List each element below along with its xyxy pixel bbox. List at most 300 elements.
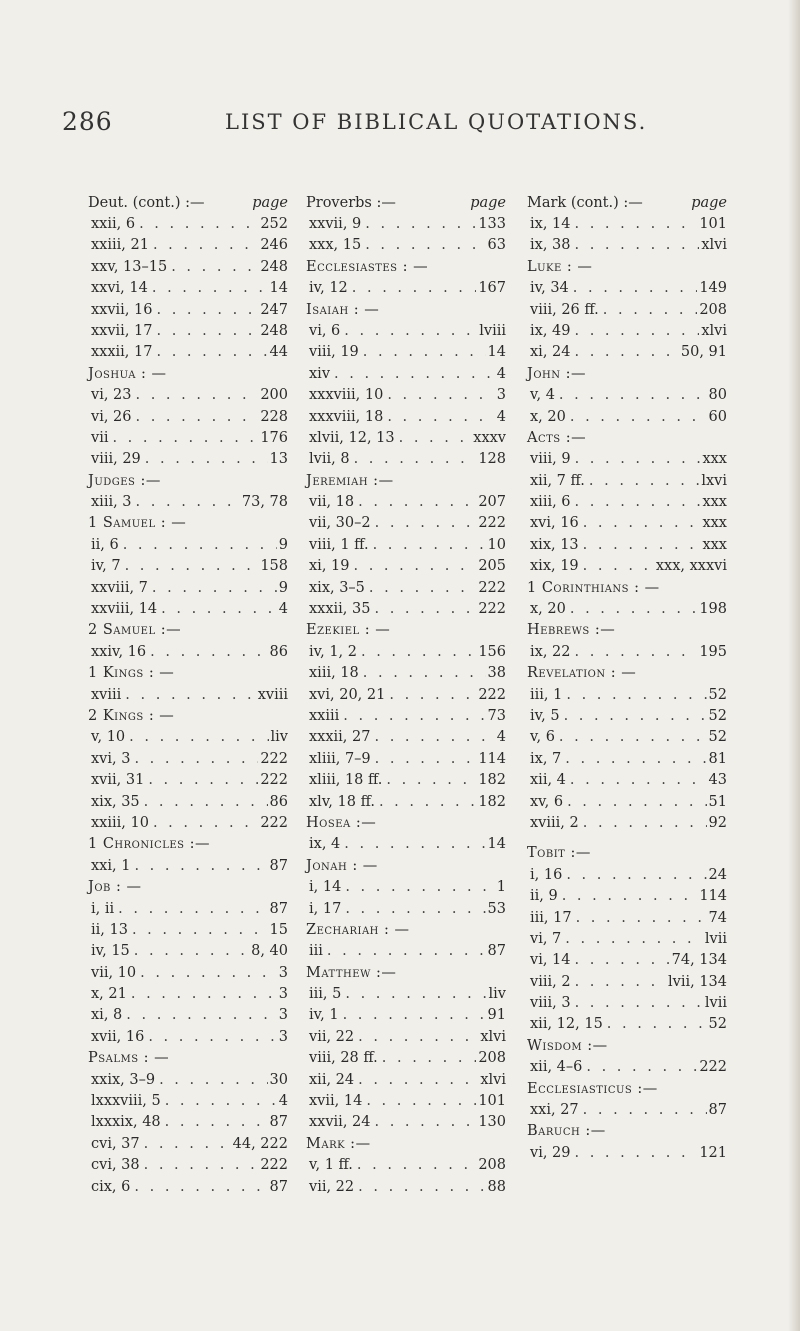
dot-leader xyxy=(566,407,707,428)
page-reference: 222 xyxy=(260,1157,288,1174)
page-reference: 133 xyxy=(478,216,506,232)
dot-leader xyxy=(161,1112,268,1133)
page-reference: 74, 134 xyxy=(671,952,727,969)
verse-reference: xlvii, 12, 13 xyxy=(309,429,395,446)
verse-reference: xxxviii, 10 xyxy=(309,387,384,404)
book-heading: Zechariah : — xyxy=(306,921,410,938)
verse-reference: xxxviii, 18 xyxy=(309,408,384,425)
book-heading: 1 Corinthians : — xyxy=(527,579,660,596)
index-entry xyxy=(306,685,506,706)
index-entry xyxy=(88,321,288,342)
dot-leader xyxy=(555,727,707,748)
verse-reference: iv, 12 xyxy=(309,280,348,297)
verse-reference: xiii, 3 xyxy=(91,494,132,511)
verse-reference: x, 21 xyxy=(91,986,127,1003)
verse-reference: xiii, 18 xyxy=(309,665,359,682)
dot-leader xyxy=(149,813,258,834)
dot-leader xyxy=(349,556,476,577)
dot-leader xyxy=(361,214,476,235)
index-entry xyxy=(527,1143,727,1164)
page-reference: 248 xyxy=(260,258,288,275)
dot-leader xyxy=(362,1091,476,1112)
dot-leader xyxy=(128,920,268,941)
page-reference: lvii, 134 xyxy=(668,973,727,990)
dot-leader xyxy=(132,407,259,428)
index-entry xyxy=(88,578,288,599)
page-reference: 87 xyxy=(269,900,288,917)
verse-reference: xxiii, 21 xyxy=(91,237,149,254)
index-entry xyxy=(527,749,727,770)
index-entry xyxy=(88,749,288,770)
page-reference: 228 xyxy=(260,408,288,425)
dot-leader xyxy=(599,300,698,321)
page-reference: 222 xyxy=(699,1059,727,1076)
verse-reference: xi, 19 xyxy=(309,558,350,575)
index-entry xyxy=(306,1112,506,1133)
page-reference: 222 xyxy=(260,814,288,831)
index-entry xyxy=(88,941,288,962)
page-reference: lviii xyxy=(479,322,506,339)
verse-reference: xvii, 31 xyxy=(91,772,145,789)
page-reference: 80 xyxy=(708,387,727,404)
verse-reference: xxvi, 14 xyxy=(91,280,148,297)
verse-reference: vii, 22 xyxy=(309,1178,355,1195)
verse-reference: vi, 29 xyxy=(530,1144,571,1161)
dot-leader xyxy=(350,449,477,470)
dot-leader xyxy=(148,578,277,599)
page-reference: 73, 78 xyxy=(241,494,288,511)
index-entry xyxy=(88,727,288,748)
page-reference: 195 xyxy=(699,643,727,660)
index-entry xyxy=(88,535,288,556)
page-reference: 14 xyxy=(487,836,506,853)
index-entry xyxy=(88,1005,288,1026)
dot-leader xyxy=(572,908,707,929)
verse-reference: xi, 8 xyxy=(91,1007,123,1024)
index-entry xyxy=(527,908,727,929)
dot-leader xyxy=(582,1057,697,1078)
dot-leader xyxy=(341,984,486,1005)
verse-reference: ix, 14 xyxy=(530,216,571,232)
index-entry xyxy=(306,407,506,428)
index-entry xyxy=(527,492,727,513)
verse-reference: iv, 5 xyxy=(530,707,560,724)
verse-reference: iii, 1 xyxy=(530,686,563,703)
page-reference: xlvi xyxy=(701,322,727,339)
verse-reference: cix, 6 xyxy=(91,1178,131,1195)
index-entry xyxy=(88,1177,288,1198)
dot-leader xyxy=(141,449,268,470)
index-entry xyxy=(306,556,506,577)
index-entry xyxy=(527,727,727,748)
index-entry xyxy=(88,984,288,1005)
dot-leader xyxy=(354,1027,478,1048)
verse-reference: x, 20 xyxy=(530,408,566,425)
dot-leader xyxy=(144,770,258,791)
verse-reference: xxx, 15 xyxy=(309,237,362,254)
verse-reference: vi, 14 xyxy=(530,952,571,969)
page-reference: liv xyxy=(270,729,288,746)
dot-leader xyxy=(132,385,259,406)
index-entry xyxy=(88,492,288,513)
verse-reference: xiii, 6 xyxy=(530,494,571,511)
page-edge-shadow xyxy=(788,0,800,1331)
page-reference: 4 xyxy=(496,408,506,425)
verse-reference: xliii, 18 ff. xyxy=(309,772,383,789)
verse-reference: xii, 24 xyxy=(309,1071,355,1088)
index-entry xyxy=(88,599,288,620)
page-reference: xxx xyxy=(702,451,727,468)
book-heading: Proverbs :— xyxy=(306,195,396,211)
verse-reference: xxvii, 17 xyxy=(91,322,153,339)
page-reference: 114 xyxy=(699,888,727,905)
page-reference: 14 xyxy=(269,280,288,297)
dot-leader xyxy=(136,963,277,984)
verse-reference: iv, 34 xyxy=(530,280,569,297)
verse-reference: vi, 7 xyxy=(530,930,562,947)
page-reference: 74 xyxy=(708,909,727,926)
dot-leader xyxy=(570,214,697,235)
dot-leader xyxy=(561,749,706,770)
verse-reference: xxxii, 27 xyxy=(309,729,371,746)
verse-reference: viii, 19 xyxy=(309,344,359,361)
index-entry xyxy=(306,792,506,813)
index-entry xyxy=(306,1005,506,1026)
page-reference: 86 xyxy=(269,643,288,660)
index-entry xyxy=(527,886,727,907)
page-reference: 9 xyxy=(278,536,288,553)
index-entry xyxy=(88,385,288,406)
page-reference: 86 xyxy=(269,793,288,810)
index-entry xyxy=(527,1057,727,1078)
verse-reference: ix, 49 xyxy=(530,322,571,339)
page-reference: 222 xyxy=(478,579,506,596)
verse-reference: v, 1 ff. xyxy=(309,1157,353,1174)
verse-reference: iv, 7 xyxy=(91,558,121,575)
index-entry xyxy=(306,599,506,620)
index-entry xyxy=(88,642,288,663)
index-entry xyxy=(306,513,506,534)
verse-reference: vii xyxy=(91,429,109,446)
index-entry xyxy=(306,663,506,684)
book-heading: Baruch :— xyxy=(527,1123,606,1140)
page-title: LIST OF BIBLICAL QUOTATIONS. xyxy=(225,110,648,134)
index-entry xyxy=(88,792,288,813)
page-number: 286 xyxy=(62,107,113,136)
dot-leader xyxy=(571,950,670,971)
page-reference: 24 xyxy=(708,866,727,883)
index-entry xyxy=(88,449,288,470)
verse-reference: xxvii, 16 xyxy=(91,301,153,318)
page-reference: 87 xyxy=(269,1114,288,1131)
page-reference: 53 xyxy=(487,900,506,917)
page-reference: 208 xyxy=(699,301,727,318)
index-column-1 xyxy=(88,193,288,1198)
dot-leader xyxy=(566,770,707,791)
verse-reference: viii, 29 xyxy=(91,451,141,468)
page-reference: 87 xyxy=(708,1102,727,1119)
verse-reference: lxxxix, 48 xyxy=(91,1114,161,1131)
index-entry xyxy=(306,492,506,513)
index-entry xyxy=(527,813,727,834)
dot-leader xyxy=(369,535,486,556)
verse-reference: viii, 28 ff. xyxy=(309,1050,378,1067)
page-reference: 247 xyxy=(260,301,288,318)
dot-leader xyxy=(558,886,698,907)
index-entry xyxy=(527,865,727,886)
verse-reference: vii, 10 xyxy=(91,964,137,981)
dot-leader xyxy=(385,685,476,706)
dot-leader xyxy=(395,428,472,449)
dot-leader xyxy=(570,642,697,663)
index-entry xyxy=(527,556,727,577)
dot-leader xyxy=(579,535,701,556)
page-reference: 208 xyxy=(478,1050,506,1067)
dot-leader xyxy=(121,556,259,577)
dot-leader xyxy=(571,1143,698,1164)
verse-reference: xxi, 27 xyxy=(530,1102,579,1119)
dot-leader xyxy=(108,428,258,449)
index-entry xyxy=(88,813,288,834)
dot-leader xyxy=(354,1070,478,1091)
index-entry xyxy=(527,449,727,470)
verse-reference: xxviii, 7 xyxy=(91,579,148,596)
verse-reference: vii, 30–2 xyxy=(309,515,371,532)
index-entry xyxy=(306,385,506,406)
dot-leader xyxy=(330,364,495,385)
book-heading: Jonah : — xyxy=(306,857,378,874)
index-entry xyxy=(527,1014,727,1035)
index-entry xyxy=(527,471,727,492)
verse-reference: lvii, 8 xyxy=(309,451,350,468)
page-reference: 156 xyxy=(478,643,506,660)
dot-leader xyxy=(130,1177,267,1198)
index-entry xyxy=(527,278,727,299)
index-entry xyxy=(306,1070,506,1091)
index-entry xyxy=(88,920,288,941)
page-reference: 52 xyxy=(708,729,727,746)
page-reference: 3 xyxy=(278,986,288,1003)
dot-leader xyxy=(323,941,486,962)
dot-leader xyxy=(375,792,476,813)
dot-leader xyxy=(383,385,494,406)
page-reference: 3 xyxy=(278,1028,288,1045)
verse-reference: viii, 3 xyxy=(530,995,571,1012)
page-reference: 222 xyxy=(478,686,506,703)
index-entry xyxy=(306,1048,506,1069)
page-reference: 205 xyxy=(478,558,506,575)
page-reference: 3 xyxy=(278,1007,288,1024)
dot-leader xyxy=(130,749,258,770)
verse-reference: iii, 17 xyxy=(530,909,572,926)
verse-reference: iv, 1 xyxy=(309,1007,339,1024)
verse-reference: ii, 6 xyxy=(91,536,119,553)
page-reference: 44, 222 xyxy=(232,1135,288,1152)
verse-reference: xii, 4–6 xyxy=(530,1059,583,1076)
index-entry xyxy=(88,770,288,791)
dot-leader xyxy=(561,929,703,950)
page-reference: 176 xyxy=(260,429,288,446)
dot-leader xyxy=(148,278,268,299)
book-heading: 2 Kings : — xyxy=(88,707,175,724)
page-reference: 60 xyxy=(708,408,727,425)
page-reference: 3 xyxy=(496,387,506,404)
page-reference: xxx xyxy=(702,515,727,532)
dot-leader xyxy=(562,865,706,886)
book-heading: Acts :— xyxy=(527,429,587,446)
index-entry xyxy=(527,685,727,706)
page-reference: 13 xyxy=(269,451,288,468)
verse-reference: iii, 5 xyxy=(309,986,342,1003)
page-reference: 1 xyxy=(496,879,506,896)
index-entry xyxy=(306,364,506,385)
page-reference: lxvi xyxy=(701,472,727,489)
index-entry xyxy=(88,1155,288,1176)
page-reference: xxx, xxxvi xyxy=(655,558,727,575)
dot-leader xyxy=(146,642,267,663)
index-entry xyxy=(88,1027,288,1048)
dot-leader xyxy=(570,342,678,363)
page-reference: 52 xyxy=(708,1016,727,1033)
page-label: page xyxy=(470,195,506,211)
dot-leader xyxy=(371,513,477,534)
index-entry xyxy=(527,1100,727,1121)
dot-leader xyxy=(571,972,666,993)
dot-leader xyxy=(579,813,707,834)
book-heading: 1 Chronicles :— xyxy=(88,836,211,853)
page-reference: 3 xyxy=(278,964,288,981)
index-entry xyxy=(306,214,506,235)
page-label: page xyxy=(691,195,727,211)
dot-leader xyxy=(563,792,706,813)
verse-reference: xix, 19 xyxy=(530,558,579,575)
book-heading: Jeremiah :— xyxy=(306,472,394,489)
page-reference: xxxv xyxy=(473,429,506,446)
verse-reference: xxxii, 17 xyxy=(91,344,153,361)
verse-reference: ix, 22 xyxy=(530,643,571,660)
verse-reference: vi, 6 xyxy=(309,322,341,339)
page-reference: 182 xyxy=(478,793,506,810)
index-entry xyxy=(527,321,727,342)
dot-leader xyxy=(341,877,494,898)
index-entry xyxy=(88,685,288,706)
index-entry xyxy=(306,428,506,449)
verse-reference: ii, 9 xyxy=(530,888,558,905)
dot-leader xyxy=(140,1134,231,1155)
page-reference: 158 xyxy=(260,558,288,575)
dot-leader xyxy=(359,663,486,684)
index-entry xyxy=(88,257,288,278)
index-entry xyxy=(88,342,288,363)
dot-leader xyxy=(348,278,477,299)
dot-leader xyxy=(114,899,267,920)
index-entry xyxy=(306,578,506,599)
index-entry xyxy=(527,214,727,235)
index-entry xyxy=(88,300,288,321)
verse-reference: ix, 4 xyxy=(309,836,341,853)
dot-leader xyxy=(570,235,699,256)
index-entry xyxy=(527,407,727,428)
index-entry xyxy=(306,877,506,898)
page-reference: 43 xyxy=(708,772,727,789)
index-entry xyxy=(306,449,506,470)
dot-leader xyxy=(354,1177,485,1198)
page-reference: 222 xyxy=(260,750,288,767)
dot-leader xyxy=(132,492,240,513)
verse-reference: viii, 26 ff. xyxy=(530,301,599,318)
column-header xyxy=(88,193,288,214)
index-entry xyxy=(306,342,506,363)
index-entry xyxy=(306,1177,506,1198)
index-entry xyxy=(306,706,506,727)
book-heading: Mark :— xyxy=(306,1135,371,1152)
index-entry xyxy=(306,1027,506,1048)
page-reference: 4 xyxy=(278,601,288,618)
verse-reference: v, 4 xyxy=(530,387,555,404)
page-reference: 208 xyxy=(478,1157,506,1174)
page-reference: 4 xyxy=(278,1093,288,1110)
index-entry xyxy=(88,428,288,449)
verse-reference: xxix, 3–9 xyxy=(91,1071,156,1088)
index-entry xyxy=(306,984,506,1005)
verse-reference: v, 6 xyxy=(530,729,555,746)
dot-leader xyxy=(161,1091,277,1112)
verse-reference: xii, 12, 15 xyxy=(530,1016,603,1033)
dot-leader xyxy=(603,1014,707,1035)
dot-leader xyxy=(121,685,255,706)
dot-leader xyxy=(560,706,707,727)
verse-reference: xxiii, 10 xyxy=(91,814,149,831)
page-reference: 81 xyxy=(708,750,727,767)
index-entry xyxy=(88,556,288,577)
dot-leader xyxy=(153,300,259,321)
dot-leader xyxy=(371,749,477,770)
dot-leader xyxy=(365,578,476,599)
page-reference: 10 xyxy=(487,536,506,553)
verse-reference: xliii, 7–9 xyxy=(309,750,371,767)
book-heading: Ecclesiasticus :— xyxy=(527,1080,658,1097)
index-entry xyxy=(88,278,288,299)
page-reference: 4 xyxy=(496,365,506,382)
verse-reference: iv, 15 xyxy=(91,943,130,960)
verse-reference: xxiv, 16 xyxy=(91,643,147,660)
index-entry xyxy=(527,300,727,321)
verse-reference: xxviii, 14 xyxy=(91,601,158,618)
index-entry xyxy=(306,899,506,920)
page-reference: 198 xyxy=(699,601,727,618)
index-entry xyxy=(306,770,506,791)
dot-leader xyxy=(562,685,706,706)
page-reference: 130 xyxy=(478,1114,506,1131)
verse-reference: xvii, 16 xyxy=(91,1028,145,1045)
dot-leader xyxy=(130,941,249,962)
index-entry xyxy=(306,642,506,663)
index-entry xyxy=(88,407,288,428)
page-reference: 51 xyxy=(708,793,727,810)
page-reference: 63 xyxy=(487,237,506,254)
dot-leader xyxy=(119,535,277,556)
verse-reference: xlv, 18 ff. xyxy=(309,793,375,810)
dot-leader xyxy=(382,770,476,791)
dot-leader xyxy=(378,1048,477,1069)
book-heading: Psalms : — xyxy=(88,1050,170,1067)
page-reference: 207 xyxy=(478,494,506,511)
page-reference: liv xyxy=(488,986,506,1003)
dot-leader xyxy=(152,342,267,363)
dot-leader xyxy=(157,599,277,620)
verse-reference: lxxxviii, 5 xyxy=(91,1093,161,1110)
verse-reference: x, 20 xyxy=(530,601,566,618)
